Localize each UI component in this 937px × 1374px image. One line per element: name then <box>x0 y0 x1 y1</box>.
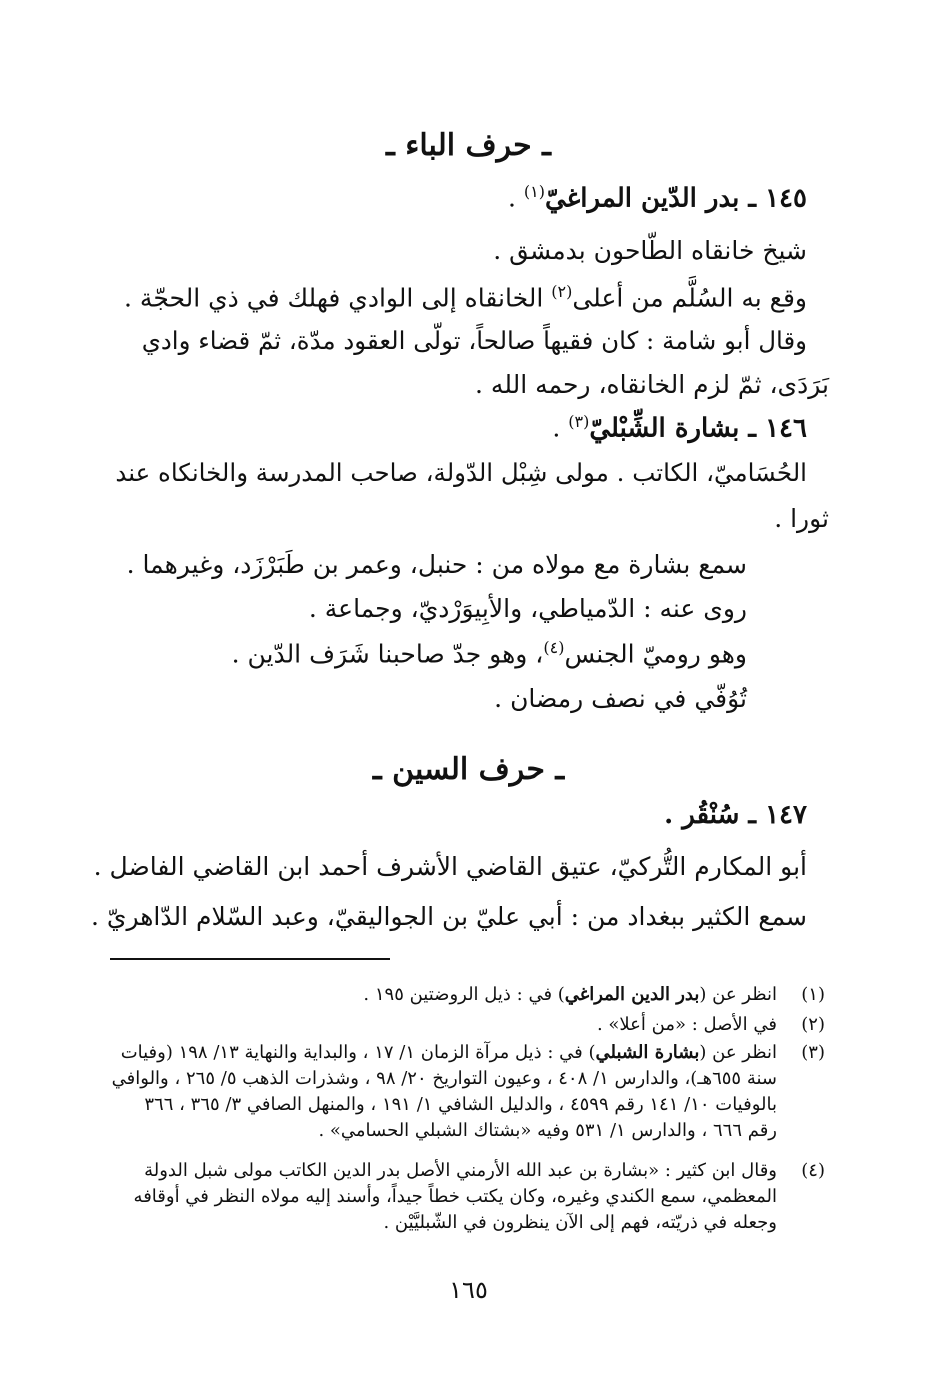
entry-146-title-end: . <box>552 413 569 443</box>
entry-146-line-5-b: ، وهو جدّ صاحبنا شَرَف الدّين . <box>231 639 544 669</box>
footnote-ref-2: (٢) <box>551 282 573 301</box>
page-number: ١٦٥ <box>449 1276 488 1304</box>
entry-145-line-2-b: الخانقاه إلى الوادي فهلك في ذي الحجّة . <box>124 283 552 313</box>
entry-145-line-1: شيخ خانقاه الطّاحون بدمشق . <box>493 236 807 265</box>
entry-145-line-3: وقال أبو شامة : كان فقيهاً صالحاً، تولّى العقود مدّة، ثمّ قضاء وادي <box>141 326 807 355</box>
section-heading-sin: ـ حرف السين ـ <box>372 752 565 787</box>
footnote-ref-1: (١) <box>523 182 545 201</box>
entry-146-line-1: الحُسَاميّ، الكاتب . مولى شِبْل الدّولة، صاحب المدرسة والخانكاه عند <box>115 458 807 487</box>
footnote-number: (١) <box>801 984 825 1005</box>
footnote-3 <box>110 1040 825 1144</box>
footnote-text-post: ) في : ذيل الروضتين ١٩٥ . <box>363 984 565 1005</box>
entry-146-line-5-a: وهو روميّ الجنس <box>564 639 747 669</box>
footnote-text-post: ) في : ذيل مرآة الزمان ١/ ١٧ ، والبداية والنهاية ١٣/ ١٩٨ (وفيات سنة ٦٥٥هـ)، والدارس ١/ ٤٠٨ ، وعيون التواريخ ٢٠/ ٩٨ ، وشذرات الذهب ٥/ ٢٦٥ ، والوافي بالوفيات ١٠/ ١٤١ رقم ٤٥٩٩ ، والدليل الشافي ١/ ١٩١ ، والمنهل الصافي ٣/ ٣٦٥ ، ٣٦٦ رقم ٦٦٦ ، والدارس ١/ ٥٣١ وفيه «بشتاك الشبلي الحسامي» . <box>111 1042 777 1142</box>
footnote-text: وقال ابن كثير : «بشارة بن عبد الله الأرمني الأصل بدر الدين الكاتب مولى شبل الدولة المعظمي، سمع الكندي وغيره، وكان يكتب خطاً جيداً، وأسند إليه مولاه النظر في أوقافه وجعله في ذريّته، فهم إلى الآن ينظرون في الشّبليَّيْن . <box>133 1160 777 1234</box>
footnote-4 <box>110 1158 825 1236</box>
footnote-number: (٢) <box>801 1014 825 1035</box>
footnote-text-pre: انظر عن ( <box>699 1042 777 1063</box>
footnote-text-bold: بدر الدين المراغي <box>564 984 700 1005</box>
entry-146-name: ١٤٦ ـ بشارة الشِّبْليّ <box>589 413 807 444</box>
footnote-separator <box>110 958 390 960</box>
footnote-text <box>110 1040 777 1144</box>
entry-146-line-6: تُوُفّي في نصف رمضان . <box>494 684 747 713</box>
footnote-text-bold: بشارة الشبلي <box>595 1042 700 1063</box>
entry-147-line-2: سمع الكثير ببغداد من : أبي عليّ بن الجواليقيّ، وعبد السّلام الدّاهريّ . <box>90 902 807 931</box>
entry-145-line-2-a: وقع به السُلَّم من أعلى <box>572 283 807 313</box>
footnote-number: (٤) <box>801 1160 825 1181</box>
footnote-text: في الأصل : «من أعلا» . <box>596 1014 777 1035</box>
section-heading-ba: ـ حرف الباء ـ <box>386 128 551 163</box>
entry-147-title: ١٤٧ ـ سُنْقُر . <box>664 800 807 830</box>
entry-146-line-4: روى عنه : الدّمياطي، والأبِيوَرْديّ، وجماعة . <box>308 594 747 623</box>
footnote-ref-4: (٤) <box>543 638 565 657</box>
entry-146-line-3: سمع بشارة مع مولاه من : حنبل، وعمر بن طَبَرْزَد، وغيرهما . <box>126 550 747 579</box>
footnote-2 <box>110 1012 825 1038</box>
entry-146-title <box>552 412 807 445</box>
entry-146-line-2: ثورا . <box>774 504 829 533</box>
footnote-1 <box>110 982 825 1008</box>
entry-145-name: ١٤٥ ـ بدر الدّين المراغيّ <box>544 183 807 214</box>
entry-145-title-end: . <box>507 183 524 213</box>
entry-145-line-4: بَرَدَى، ثمّ لزم الخانقاه، رحمه الله . <box>475 370 829 399</box>
footnote-ref-3: (٣) <box>568 412 590 431</box>
footnote-number: (٣) <box>801 1042 825 1063</box>
entry-145-title <box>508 182 807 215</box>
entry-145-line-2 <box>124 282 807 313</box>
footnote-text-pre: انظر عن ( <box>699 984 777 1005</box>
entry-147-line-1: أبو المكارم التُّركيّ، عتيق القاضي الأشرف أحمد ابن القاضي الفاضل . <box>93 852 807 881</box>
footnote-text <box>110 982 777 1008</box>
entry-146-line-5 <box>232 638 747 669</box>
